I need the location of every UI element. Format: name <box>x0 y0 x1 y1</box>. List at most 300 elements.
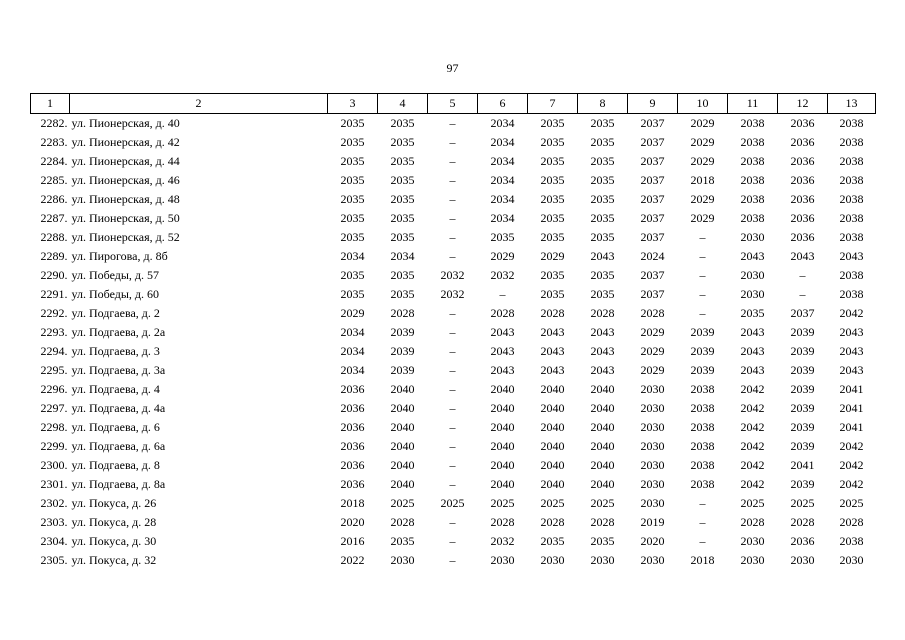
year-cell: 2020 <box>640 534 665 548</box>
year-cell: 2038 <box>839 287 864 301</box>
row-number-cell: 2295. <box>40 363 68 377</box>
year-cell: – <box>449 211 456 225</box>
year-cell: 2041 <box>839 401 864 415</box>
year-cell: 2028 <box>590 306 615 320</box>
year-cell: 2040 <box>590 420 615 434</box>
year-cell: – <box>699 306 706 320</box>
year-cell: – <box>449 344 456 358</box>
year-cell: 2039 <box>790 325 815 339</box>
year-cell: – <box>449 382 456 396</box>
year-cell: 2037 <box>640 154 665 168</box>
year-cell: 2036 <box>340 458 365 472</box>
year-cell: 2035 <box>340 211 365 225</box>
year-cell: 2040 <box>540 458 565 472</box>
address-cell: ул. Пионерская, д. 44 <box>71 154 180 168</box>
year-cell: 2029 <box>690 116 715 130</box>
year-cell: 2042 <box>740 439 765 453</box>
year-cell: 2043 <box>540 344 565 358</box>
year-cell: 2025 <box>490 496 515 510</box>
column-header: 7 <box>528 94 578 114</box>
table-row <box>31 228 876 247</box>
year-cell: – <box>449 325 456 339</box>
year-cell: 2034 <box>340 344 365 358</box>
year-cell: 2035 <box>390 268 415 282</box>
year-cell: 2038 <box>690 477 715 491</box>
year-cell: 2041 <box>839 382 864 396</box>
year-cell: 2030 <box>640 439 665 453</box>
year-cell: – <box>449 401 456 415</box>
year-cell: – <box>799 287 806 301</box>
year-cell: 2030 <box>740 534 765 548</box>
column-header: 11 <box>728 94 778 114</box>
year-cell: 2025 <box>540 496 565 510</box>
row-number-cell: 2290. <box>40 268 68 282</box>
table-row <box>31 304 876 323</box>
address-cell: ул. Подгаева, д. 6 <box>71 420 160 434</box>
year-cell: 2028 <box>540 306 565 320</box>
year-cell: 2036 <box>790 116 815 130</box>
year-cell: 2032 <box>440 268 465 282</box>
year-cell: 2040 <box>590 382 615 396</box>
year-cell: 2035 <box>540 116 565 130</box>
year-cell: 2039 <box>390 325 415 339</box>
year-cell: 2035 <box>390 287 415 301</box>
row-number-cell: 2289. <box>40 249 68 263</box>
year-cell: 2038 <box>740 116 765 130</box>
year-cell: 2034 <box>340 363 365 377</box>
year-cell: 2034 <box>340 249 365 263</box>
year-cell: – <box>449 458 456 472</box>
row-number-cell: 2298. <box>40 420 68 434</box>
year-cell: 2040 <box>490 477 515 491</box>
year-cell: 2038 <box>839 211 864 225</box>
year-cell: – <box>449 135 456 149</box>
year-cell: – <box>449 116 456 130</box>
year-cell: 2035 <box>390 116 415 130</box>
year-cell: 2042 <box>740 477 765 491</box>
address-cell: ул. Пионерская, д. 42 <box>71 135 180 149</box>
table-row <box>31 494 876 513</box>
year-cell: 2040 <box>390 401 415 415</box>
table-row <box>31 133 876 152</box>
year-cell: 2028 <box>740 515 765 529</box>
table-body <box>31 114 876 571</box>
year-cell: – <box>699 515 706 529</box>
year-cell: 2043 <box>740 344 765 358</box>
row-number-cell: 2302. <box>40 496 68 510</box>
year-cell: 2040 <box>540 439 565 453</box>
year-cell: 2030 <box>640 553 665 567</box>
table-row <box>31 437 876 456</box>
row-number-cell: 2293. <box>40 325 68 339</box>
year-cell: – <box>449 553 456 567</box>
row-number-cell: 2301. <box>40 477 68 491</box>
year-cell: 2030 <box>740 287 765 301</box>
year-cell: 2039 <box>390 363 415 377</box>
year-cell: 2036 <box>340 382 365 396</box>
year-cell: 2043 <box>740 363 765 377</box>
year-cell: 2035 <box>390 173 415 187</box>
row-number-cell: 2283. <box>40 135 68 149</box>
address-cell: ул. Пионерская, д. 46 <box>71 173 180 187</box>
address-cell: ул. Пионерская, д. 52 <box>71 230 180 244</box>
address-cell: ул. Покуса, д. 28 <box>71 515 157 529</box>
year-cell: 2035 <box>340 116 365 130</box>
column-header: 1 <box>31 94 70 114</box>
year-cell: 2035 <box>590 287 615 301</box>
column-header: 6 <box>478 94 528 114</box>
year-cell: 2029 <box>340 306 365 320</box>
year-cell: 2029 <box>490 249 515 263</box>
address-cell: ул. Победы, д. 60 <box>71 287 160 301</box>
year-cell: 2040 <box>490 458 515 472</box>
year-cell: 2040 <box>590 477 615 491</box>
address-cell: ул. Подгаева, д. 3а <box>71 363 166 377</box>
year-cell: 2035 <box>590 116 615 130</box>
year-cell: 2028 <box>390 306 415 320</box>
year-cell: 2035 <box>540 287 565 301</box>
year-cell: 2028 <box>790 515 815 529</box>
year-cell: 2035 <box>390 154 415 168</box>
year-cell: 2030 <box>640 420 665 434</box>
row-number-cell: 2296. <box>40 382 68 396</box>
year-cell: 2034 <box>490 154 515 168</box>
year-cell: 2043 <box>540 363 565 377</box>
year-cell: 2038 <box>690 382 715 396</box>
year-cell: 2038 <box>690 401 715 415</box>
year-cell: 2043 <box>839 344 864 358</box>
year-cell: 2043 <box>839 325 864 339</box>
year-cell: 2038 <box>839 230 864 244</box>
table-row <box>31 247 876 266</box>
year-cell: – <box>499 287 506 301</box>
year-cell: 2028 <box>490 515 515 529</box>
year-cell: – <box>449 515 456 529</box>
column-header: 4 <box>378 94 428 114</box>
address-cell: ул. Подгаева, д. 4а <box>71 401 166 415</box>
table-row <box>31 209 876 228</box>
year-cell: 2039 <box>790 420 815 434</box>
year-cell: 2043 <box>790 249 815 263</box>
address-cell: ул. Пионерская, д. 48 <box>71 192 180 206</box>
year-cell: 2040 <box>390 458 415 472</box>
year-cell: 2025 <box>790 496 815 510</box>
year-cell: 2039 <box>790 344 815 358</box>
year-cell: 2037 <box>790 306 815 320</box>
table-row <box>31 513 876 532</box>
year-cell: 2040 <box>390 477 415 491</box>
year-cell: 2040 <box>490 439 515 453</box>
year-cell: 2028 <box>839 515 864 529</box>
year-cell: 2034 <box>390 249 415 263</box>
year-cell: 2030 <box>640 401 665 415</box>
year-cell: 2040 <box>490 420 515 434</box>
year-cell: 2040 <box>390 382 415 396</box>
year-cell: 2022 <box>340 553 365 567</box>
year-cell: 2038 <box>839 268 864 282</box>
year-cell: 2025 <box>390 496 415 510</box>
column-header: 8 <box>578 94 628 114</box>
year-cell: 2029 <box>640 325 665 339</box>
year-cell: 2030 <box>640 458 665 472</box>
row-number-cell: 2297. <box>40 401 68 415</box>
column-header: 5 <box>428 94 478 114</box>
year-cell: 2035 <box>590 192 615 206</box>
year-cell: 2040 <box>590 439 615 453</box>
year-cell: 2030 <box>790 553 815 567</box>
year-cell: 2035 <box>390 211 415 225</box>
year-cell: 2029 <box>640 363 665 377</box>
year-cell: – <box>799 268 806 282</box>
table-header-row <box>31 94 876 114</box>
row-number-cell: 2286. <box>40 192 68 206</box>
address-cell: ул. Пирогова, д. 8б <box>71 249 168 263</box>
year-cell: 2028 <box>490 306 515 320</box>
year-cell: 2043 <box>590 363 615 377</box>
year-cell: 2035 <box>340 230 365 244</box>
year-cell: 2030 <box>640 496 665 510</box>
year-cell: – <box>449 477 456 491</box>
year-cell: 2029 <box>690 192 715 206</box>
year-cell: 2035 <box>540 230 565 244</box>
year-cell: 2030 <box>540 553 565 567</box>
page-number: 97 <box>446 61 459 75</box>
year-cell: 2040 <box>590 458 615 472</box>
year-cell: 2028 <box>590 515 615 529</box>
year-cell: 2035 <box>590 173 615 187</box>
year-cell: 2034 <box>490 135 515 149</box>
year-cell: 2039 <box>790 477 815 491</box>
row-number-cell: 2282. <box>40 116 68 130</box>
table-row <box>31 551 876 570</box>
year-cell: 2038 <box>740 135 765 149</box>
year-cell: 2035 <box>390 230 415 244</box>
address-cell: ул. Подгаева, д. 6а <box>71 439 166 453</box>
year-cell: – <box>449 306 456 320</box>
year-cell: 2038 <box>839 135 864 149</box>
year-cell: 2039 <box>790 363 815 377</box>
year-cell: 2043 <box>490 344 515 358</box>
year-cell: 2043 <box>740 249 765 263</box>
year-cell: 2036 <box>790 135 815 149</box>
year-cell: 2038 <box>740 154 765 168</box>
year-cell: 2038 <box>740 173 765 187</box>
year-cell: 2036 <box>790 230 815 244</box>
year-cell: 2040 <box>540 401 565 415</box>
year-cell: 2040 <box>590 401 615 415</box>
column-header: 9 <box>628 94 678 114</box>
year-cell: – <box>449 192 456 206</box>
year-cell: 2035 <box>740 306 765 320</box>
year-cell: 2036 <box>340 439 365 453</box>
year-cell: 2037 <box>640 230 665 244</box>
year-cell: – <box>449 420 456 434</box>
year-cell: – <box>449 230 456 244</box>
year-cell: 2035 <box>540 192 565 206</box>
year-cell: 2035 <box>490 230 515 244</box>
address-cell: ул. Подгаева, д. 8а <box>71 477 166 491</box>
data-table <box>30 93 876 570</box>
table-row <box>31 323 876 342</box>
year-cell: 2039 <box>690 325 715 339</box>
year-cell: 2025 <box>740 496 765 510</box>
year-cell: 2037 <box>640 287 665 301</box>
year-cell: 2030 <box>740 553 765 567</box>
year-cell: 2038 <box>839 173 864 187</box>
year-cell: 2040 <box>490 401 515 415</box>
year-cell: 2043 <box>839 363 864 377</box>
year-cell: – <box>449 363 456 377</box>
year-cell: 2018 <box>690 553 715 567</box>
year-cell: 2035 <box>590 154 615 168</box>
year-cell: 2036 <box>790 154 815 168</box>
year-cell: 2029 <box>640 344 665 358</box>
address-cell: ул. Победы, д. 57 <box>71 268 160 282</box>
address-cell: ул. Пионерская, д. 40 <box>71 116 180 130</box>
year-cell: 2035 <box>540 135 565 149</box>
table-row <box>31 285 876 304</box>
year-cell: 2020 <box>340 515 365 529</box>
year-cell: 2030 <box>839 553 864 567</box>
year-cell: 2034 <box>490 211 515 225</box>
year-cell: 2030 <box>640 477 665 491</box>
year-cell: 2035 <box>340 173 365 187</box>
table-row <box>31 171 876 190</box>
table-row <box>31 361 876 380</box>
year-cell: 2038 <box>839 534 864 548</box>
row-number-cell: 2303. <box>40 515 68 529</box>
table-row <box>31 190 876 209</box>
year-cell: 2029 <box>690 211 715 225</box>
year-cell: 2035 <box>340 154 365 168</box>
row-number-cell: 2287. <box>40 211 68 225</box>
year-cell: 2038 <box>740 211 765 225</box>
year-cell: 2028 <box>540 515 565 529</box>
year-cell: 2028 <box>390 515 415 529</box>
year-cell: 2028 <box>640 306 665 320</box>
year-cell: – <box>699 496 706 510</box>
year-cell: – <box>699 230 706 244</box>
row-number-cell: 2304. <box>40 534 68 548</box>
year-cell: 2032 <box>490 268 515 282</box>
year-cell: 2035 <box>340 135 365 149</box>
year-cell: 2019 <box>640 515 665 529</box>
table-row <box>31 532 876 551</box>
year-cell: 2042 <box>839 306 864 320</box>
year-cell: – <box>699 249 706 263</box>
year-cell: 2038 <box>690 439 715 453</box>
year-cell: 2036 <box>790 192 815 206</box>
year-cell: 2035 <box>590 230 615 244</box>
year-cell: 2038 <box>690 458 715 472</box>
table-row <box>31 114 876 134</box>
year-cell: 2035 <box>590 211 615 225</box>
year-cell: 2041 <box>839 420 864 434</box>
year-cell: 2036 <box>790 173 815 187</box>
year-cell: 2035 <box>540 268 565 282</box>
year-cell: 2039 <box>390 344 415 358</box>
row-number-cell: 2292. <box>40 306 68 320</box>
year-cell: 2035 <box>390 135 415 149</box>
year-cell: – <box>449 534 456 548</box>
year-cell: 2025 <box>440 496 465 510</box>
column-header: 13 <box>828 94 876 114</box>
year-cell: 2034 <box>490 173 515 187</box>
year-cell: 2016 <box>340 534 365 548</box>
year-cell: 2042 <box>740 401 765 415</box>
year-cell: 2035 <box>340 268 365 282</box>
row-number-cell: 2299. <box>40 439 68 453</box>
column-header: 12 <box>778 94 828 114</box>
row-number-cell: 2294. <box>40 344 68 358</box>
year-cell: 2043 <box>740 325 765 339</box>
year-cell: 2039 <box>790 382 815 396</box>
address-cell: ул. Покуса, д. 32 <box>71 553 157 567</box>
year-cell: – <box>699 268 706 282</box>
year-cell: 2036 <box>340 420 365 434</box>
year-cell: 2029 <box>690 154 715 168</box>
table-row <box>31 399 876 418</box>
year-cell: 2035 <box>390 534 415 548</box>
year-cell: 2035 <box>390 192 415 206</box>
year-cell: 2035 <box>340 287 365 301</box>
year-cell: 2040 <box>490 382 515 396</box>
year-cell: 2025 <box>839 496 864 510</box>
year-cell: 2043 <box>540 325 565 339</box>
year-cell: 2039 <box>790 401 815 415</box>
table-row <box>31 266 876 285</box>
table-row <box>31 152 876 171</box>
year-cell: 2040 <box>390 439 415 453</box>
year-cell: 2039 <box>690 363 715 377</box>
year-cell: 2035 <box>590 135 615 149</box>
year-cell: – <box>449 173 456 187</box>
year-cell: 2030 <box>740 230 765 244</box>
year-cell: 2035 <box>540 154 565 168</box>
year-cell: 2018 <box>340 496 365 510</box>
row-number-cell: 2288. <box>40 230 68 244</box>
year-cell: 2043 <box>590 325 615 339</box>
year-cell: 2037 <box>640 268 665 282</box>
year-cell: – <box>699 287 706 301</box>
year-cell: 2036 <box>790 211 815 225</box>
year-cell: 2035 <box>540 211 565 225</box>
year-cell: 2043 <box>490 325 515 339</box>
year-cell: 2042 <box>740 420 765 434</box>
address-cell: ул. Подгаева, д. 8 <box>71 458 160 472</box>
year-cell: 2030 <box>390 553 415 567</box>
year-cell: 2038 <box>839 116 864 130</box>
row-number-cell: 2305. <box>40 553 68 567</box>
year-cell: 2030 <box>490 553 515 567</box>
year-cell: 2041 <box>790 458 815 472</box>
year-cell: 2030 <box>590 553 615 567</box>
address-cell: ул. Подгаева, д. 3 <box>71 344 160 358</box>
year-cell: 2037 <box>640 116 665 130</box>
address-cell: ул. Пионерская, д. 50 <box>71 211 180 225</box>
year-cell: 2029 <box>540 249 565 263</box>
year-cell: 2036 <box>340 477 365 491</box>
year-cell: 2039 <box>690 344 715 358</box>
year-cell: 2018 <box>690 173 715 187</box>
row-number-cell: 2285. <box>40 173 68 187</box>
table-row <box>31 418 876 437</box>
year-cell: 2035 <box>590 268 615 282</box>
year-cell: 2030 <box>640 382 665 396</box>
year-cell: 2029 <box>690 135 715 149</box>
year-cell: – <box>699 534 706 548</box>
year-cell: 2038 <box>690 420 715 434</box>
